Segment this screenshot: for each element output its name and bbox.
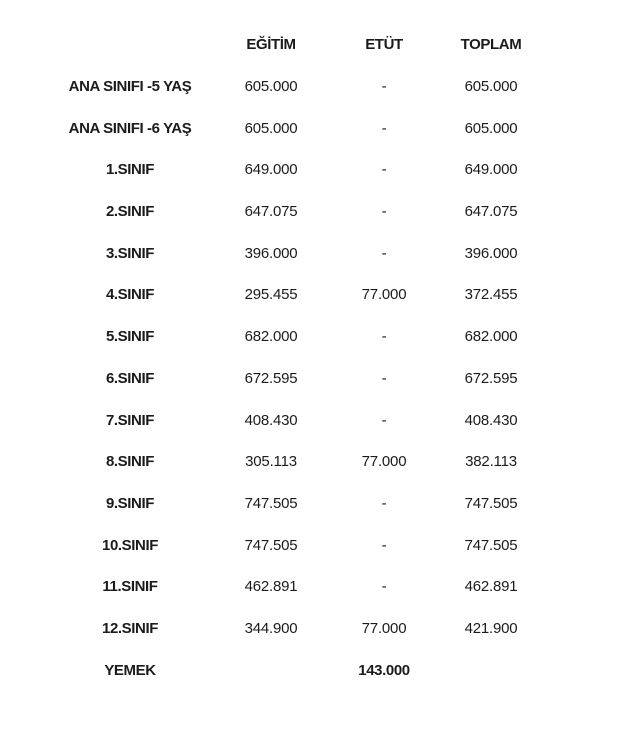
toplam-value: 462.891 xyxy=(464,578,518,596)
row-label: 3.SINIF xyxy=(105,244,155,262)
row-label: 2.SINIF xyxy=(105,203,155,221)
row-label: ANA SINIFI -5 YAŞ xyxy=(68,78,192,96)
table-row xyxy=(24,232,641,274)
etut-value: - xyxy=(381,494,387,512)
etut-value: 77.000 xyxy=(361,619,407,637)
row-label: 7.SINIF xyxy=(105,411,155,429)
row-label: 12.SINIF xyxy=(102,619,158,637)
etut-value: - xyxy=(381,161,387,179)
etut-value: - xyxy=(381,411,387,429)
toplam-value: 747.505 xyxy=(464,494,518,512)
toplam-value: 605.000 xyxy=(464,78,518,96)
row-label: 1.SINIF xyxy=(105,161,155,179)
column-header-egitim: EĞİTİM xyxy=(246,36,296,54)
table-row xyxy=(24,358,641,400)
toplam-value: 747.505 xyxy=(464,536,518,554)
table-row xyxy=(24,441,641,483)
toplam-value: 408.430 xyxy=(464,411,518,429)
etut-value: - xyxy=(381,578,387,596)
etut-value: - xyxy=(381,369,387,387)
toplam-value: 372.455 xyxy=(464,286,518,304)
row-label: ANA SINIFI -6 YAŞ xyxy=(68,119,192,137)
table-row xyxy=(24,191,641,233)
column-header-etut: ETÜT xyxy=(365,36,403,54)
toplam-value: 421.900 xyxy=(464,619,518,637)
row-label: 10.SINIF xyxy=(102,536,158,554)
etut-value: - xyxy=(381,244,387,262)
egitim-value: 747.505 xyxy=(244,536,298,554)
egitim-value: 647.075 xyxy=(244,203,298,221)
table-row xyxy=(24,566,641,608)
etut-value: - xyxy=(381,328,387,346)
table-row xyxy=(24,66,641,108)
etut-value: - xyxy=(381,119,387,137)
toplam-value: 682.000 xyxy=(464,328,518,346)
egitim-value: 462.891 xyxy=(244,578,298,596)
egitim-value: 605.000 xyxy=(244,78,298,96)
table-row xyxy=(24,524,641,566)
etut-value: 77.000 xyxy=(361,286,407,304)
egitim-value: 295.455 xyxy=(244,286,298,304)
row-label: 8.SINIF xyxy=(105,453,155,471)
row-label: 5.SINIF xyxy=(105,328,155,346)
column-header-toplam: TOPLAM xyxy=(460,36,522,54)
egitim-value: 396.000 xyxy=(244,244,298,262)
table-row xyxy=(24,274,641,316)
etut-value: - xyxy=(381,536,387,554)
table-row xyxy=(24,649,641,691)
table-row xyxy=(24,399,641,441)
row-label: 6.SINIF xyxy=(105,369,155,387)
egitim-value: 672.595 xyxy=(244,369,298,387)
row-label: 4.SINIF xyxy=(105,286,155,304)
egitim-value: 344.900 xyxy=(244,619,298,637)
table-body xyxy=(0,66,641,691)
table-row xyxy=(24,107,641,149)
table-header-row xyxy=(24,24,641,66)
toplam-value: 382.113 xyxy=(465,453,517,471)
egitim-value: 649.000 xyxy=(244,161,298,179)
toplam-value: 649.000 xyxy=(464,161,518,179)
toplam-value: 605.000 xyxy=(464,119,518,137)
egitim-value: 305.113 xyxy=(245,453,297,471)
row-label: YEMEK xyxy=(104,661,156,679)
etut-value: 77.000 xyxy=(361,453,407,471)
row-label: 11.SINIF xyxy=(102,578,158,596)
egitim-value: 682.000 xyxy=(244,328,298,346)
table-row xyxy=(24,483,641,525)
egitim-value: 747.505 xyxy=(244,494,298,512)
toplam-value: 396.000 xyxy=(464,244,518,262)
egitim-value: 605.000 xyxy=(244,119,298,137)
egitim-value: 408.430 xyxy=(244,411,298,429)
etut-value: - xyxy=(381,78,387,96)
row-label: 9.SINIF xyxy=(105,494,155,512)
table-row xyxy=(24,608,641,650)
etut-value: - xyxy=(381,203,387,221)
etut-value: 143.000 xyxy=(358,661,410,679)
table-row xyxy=(24,316,641,358)
toplam-value: 672.595 xyxy=(464,369,518,387)
table-row xyxy=(24,149,641,191)
toplam-value: 647.075 xyxy=(464,203,518,221)
